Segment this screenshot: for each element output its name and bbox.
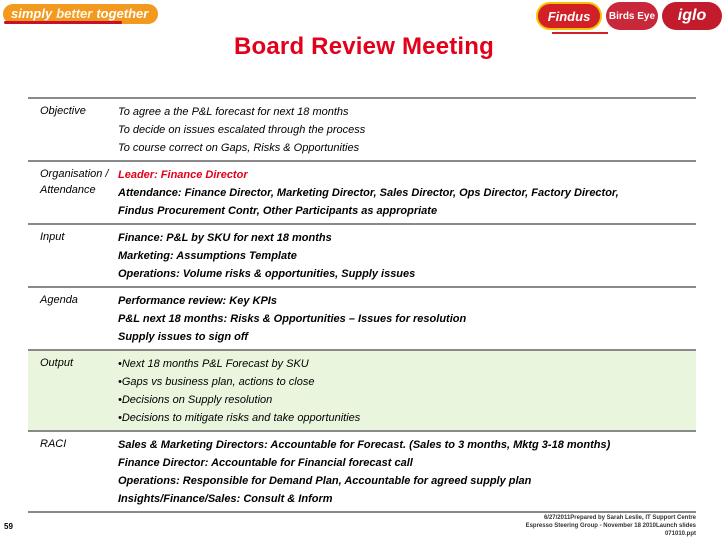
- row-organisation: [28, 160, 696, 223]
- logo-swoosh: [4, 21, 122, 24]
- row-content: [118, 103, 696, 157]
- row-line: Operations: Responsible for Demand Plan, Accountable for agreed supply plan: [118, 475, 532, 487]
- row-content: [118, 229, 696, 283]
- iglo-logo: iglo: [662, 2, 722, 30]
- birds-eye-logo: Birds Eye: [606, 2, 658, 30]
- row-objective: [28, 97, 696, 160]
- row-output: [28, 349, 696, 430]
- row-line: Marketing: Assumptions Template: [118, 250, 297, 262]
- row-line: Performance review: Key KPIs: [118, 295, 277, 307]
- footer-line: Espresso Steering Group - November 18 2010Launch slides: [525, 523, 696, 529]
- row-line: Findus Procurement Contr, Other Participants as appropriate: [118, 205, 438, 217]
- row-content: [118, 166, 696, 220]
- row-line: Finance: P&L by SKU for next 18 months: [118, 232, 332, 244]
- row-line: To decide on issues escalated through the process: [118, 124, 366, 136]
- page-number: 59: [4, 522, 13, 531]
- row-input: [28, 223, 696, 286]
- row-label: Input: [40, 231, 65, 243]
- findus-logo: Findus: [536, 2, 602, 30]
- logo-word-better: better: [56, 6, 93, 21]
- row-line: •Gaps vs business plan, actions to close: [118, 376, 315, 388]
- row-line: Operations: Volume risks & opportunities, Supply issues: [118, 268, 416, 280]
- row-line: P&L next 18 months: Risks & Opportunities – Issues for resolution: [118, 313, 467, 325]
- row-label: Output: [40, 357, 74, 369]
- row-label: RACI: [40, 438, 67, 450]
- brand-logos: [536, 2, 722, 30]
- footer-note: [526, 514, 696, 538]
- meeting-table: [28, 97, 696, 513]
- row-content: [118, 292, 696, 346]
- row-line: •Next 18 months P&L Forecast by SKU: [118, 358, 309, 370]
- row-line: Supply issues to sign off: [118, 331, 248, 343]
- row-raci: [28, 430, 696, 513]
- footer-line: 071010.ppt: [664, 531, 696, 537]
- row-line: Attendance: Finance Director, Marketing Director, Sales Director, Ops Director, Factory Director,: [118, 187, 619, 199]
- row-line: To agree a the P&L forecast for next 18 months: [118, 106, 349, 118]
- footer-line: 6/27/2011Prepared by Sarah Leslie, IT Support Centre: [543, 515, 696, 521]
- row-label: Agenda: [40, 294, 78, 306]
- row-line: Sales & Marketing Directors: Accountable for Forecast. (Sales to 3 months, Mktg 3-18 months): [118, 439, 611, 451]
- row-line: •Decisions to mitigate risks and take opportunities: [118, 412, 361, 424]
- logo-word-together: together: [96, 6, 149, 21]
- row-content: [118, 436, 696, 508]
- row-line: Finance Director: Accountable for Financial forecast call: [118, 457, 413, 469]
- row-line: •Decisions on Supply resolution: [118, 394, 273, 406]
- row-line: Insights/Finance/Sales: Consult & Inform: [118, 493, 333, 505]
- row-line-leader: Leader: Finance Director: [118, 169, 248, 181]
- row-content: [118, 355, 696, 427]
- logo-word-simply: simply: [11, 6, 53, 21]
- row-line: To course correct on Gaps, Risks & Opportunities: [118, 142, 360, 154]
- row-label: Organisation / Attendance: [40, 168, 109, 196]
- row-label: Objective: [40, 105, 86, 117]
- row-agenda: [28, 286, 696, 349]
- slide-title: Board Review Meeting: [233, 33, 495, 60]
